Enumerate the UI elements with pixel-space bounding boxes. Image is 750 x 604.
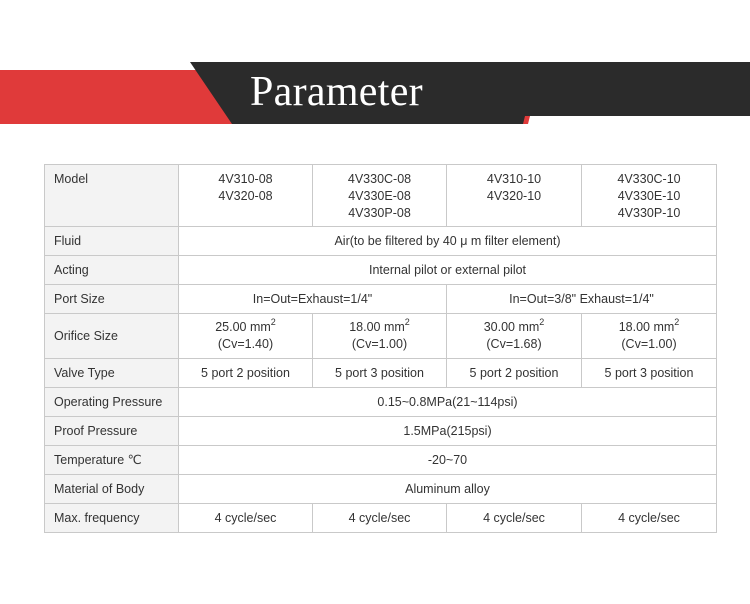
- orifice-exponent: 2: [674, 316, 680, 327]
- orifice-exponent: 2: [539, 316, 545, 327]
- orifice-unit: mm: [518, 320, 540, 334]
- orifice-cell: [313, 314, 447, 359]
- value-cell: 5 port 3 position: [313, 359, 447, 388]
- model-name: 4V310-10: [486, 172, 542, 186]
- value-cell: 0.15~0.8MPa(21~114psi): [179, 388, 717, 417]
- cv-value: (Cv=1.00): [351, 337, 408, 351]
- table-row-operating-pressure: [45, 388, 717, 417]
- table-row-max-frequency: [45, 504, 717, 533]
- orifice-unit: mm: [383, 320, 405, 334]
- value-cell: In=Out=3/8" Exhaust=1/4": [447, 285, 717, 314]
- orifice-cell: [179, 314, 313, 359]
- model-name: 4V330P-08: [348, 206, 411, 220]
- page-title: Parameter: [250, 69, 423, 115]
- row-label: Operating Pressure: [45, 388, 179, 417]
- table-row-material: [45, 475, 717, 504]
- row-label: Model: [45, 165, 179, 227]
- parameter-table: [44, 164, 717, 533]
- table-row-fluid: [45, 227, 717, 256]
- row-label: Max. frequency: [45, 504, 179, 533]
- orifice-unit: mm: [249, 320, 271, 334]
- orifice-value: 18.00: [349, 320, 381, 334]
- model-name: 4V330E-08: [348, 189, 411, 203]
- model-name: 4V310-08: [218, 172, 273, 186]
- value-cell: 1.5MPa(215psi): [179, 417, 717, 446]
- model-name: 4V320-10: [486, 189, 542, 203]
- model-name: 4V330C-10: [617, 172, 681, 186]
- value-cell: 4 cycle/sec: [582, 504, 717, 533]
- row-label: Port Size: [45, 285, 179, 314]
- value-cell: -20~70: [179, 446, 717, 475]
- model-name: 4V320-08: [218, 189, 273, 203]
- orifice-value: 25.00: [215, 320, 247, 334]
- value-cell: 4 cycle/sec: [179, 504, 313, 533]
- row-label: Fluid: [45, 227, 179, 256]
- table-row-proof-pressure: [45, 417, 717, 446]
- orifice-value: 30.00: [483, 320, 515, 334]
- cv-value: (Cv=1.00): [621, 337, 677, 351]
- model-name: 4V330P-10: [617, 206, 681, 220]
- model-cell: [447, 165, 582, 227]
- orifice-cell: [582, 314, 717, 359]
- row-label: Proof Pressure: [45, 417, 179, 446]
- cv-value: (Cv=1.68): [486, 337, 542, 351]
- value-cell: 5 port 2 position: [447, 359, 582, 388]
- model-cell: [313, 165, 447, 227]
- value-cell: In=Out=Exhaust=1/4": [179, 285, 447, 314]
- table-row-model: [45, 165, 717, 227]
- cv-value: (Cv=1.40): [217, 337, 274, 351]
- value-cell: 4 cycle/sec: [447, 504, 582, 533]
- orifice-exponent: 2: [404, 316, 410, 327]
- row-label: Orifice Size: [45, 314, 179, 359]
- row-label: Material of Body: [45, 475, 179, 504]
- table-row-orifice-size: [45, 314, 717, 359]
- table-row-acting: [45, 256, 717, 285]
- value-cell: 4 cycle/sec: [313, 504, 447, 533]
- table-row-valve-type: [45, 359, 717, 388]
- orifice-unit: mm: [653, 320, 675, 334]
- model-name: 4V330C-08: [347, 172, 412, 186]
- model-name: 4V330E-10: [617, 189, 681, 203]
- value-cell: Internal pilot or external pilot: [179, 256, 717, 285]
- value-cell: Aluminum alloy: [179, 475, 717, 504]
- table-row-port-size: [45, 285, 717, 314]
- orifice-value: 18.00: [618, 320, 650, 334]
- model-cell: [179, 165, 313, 227]
- orifice-exponent: 2: [270, 316, 276, 327]
- value-cell: Air(to be filtered by 40 μ m filter element): [179, 227, 717, 256]
- row-label: Valve Type: [45, 359, 179, 388]
- value-cell: 5 port 2 position: [179, 359, 313, 388]
- table-row-temperature: [45, 446, 717, 475]
- orifice-cell: [447, 314, 582, 359]
- model-cell: [582, 165, 717, 227]
- row-label: Temperature ℃: [45, 446, 179, 475]
- row-label: Acting: [45, 256, 179, 285]
- value-cell: 5 port 3 position: [582, 359, 717, 388]
